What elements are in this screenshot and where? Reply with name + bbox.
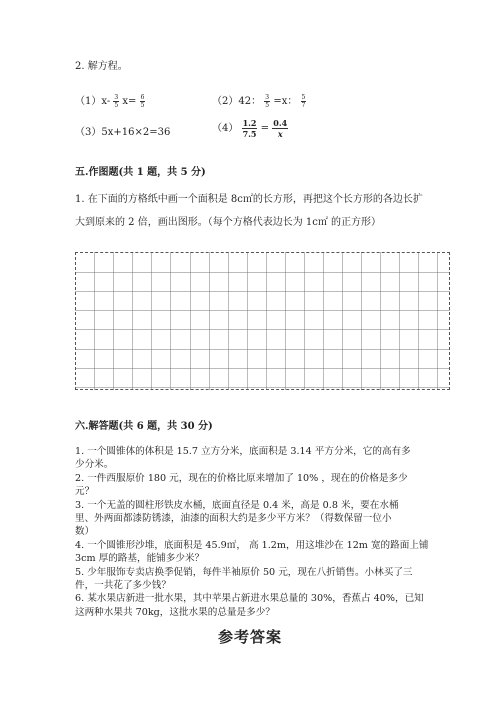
equation-text: x- [101, 96, 111, 107]
question-line: 这两种水果共 70kg，这批水果的总量是多少？ [75, 606, 275, 618]
section-heading-solve: 2. 解方程。 [75, 61, 128, 72]
question-line: 6. 某水果店新进一批水果，其中苹果占新进水果总量的 30%，香蕉占 40%，已知 [75, 593, 424, 605]
equation-text: =x： [273, 96, 298, 107]
question-line: 元？ [75, 486, 95, 498]
fraction: $\frac{3}{5}$ [265, 94, 270, 109]
equation-label: （4） [212, 123, 239, 134]
fraction: $\frac{6}{5}$ [140, 94, 145, 109]
equation-label: （1） [75, 96, 102, 107]
fraction: $\frac{1.2}{7.5}$ [242, 118, 257, 139]
question-line: 2. 一件西服原价 180 元，现在的价格比原来增加了 10% ，现在的价格是多少 [75, 472, 408, 484]
fraction: $\frac{5}{7}$ [301, 94, 306, 109]
answer-key-title: 参考答案 [217, 628, 282, 646]
equation-2 [212, 92, 306, 109]
question-text: 1. 在下面的方格纸中画一个面积是 8c㎡的长方形，再把这个长方形的各边长扩 [75, 194, 423, 205]
question-line: 1. 一个圆锥体的体积是 15.7 立方分米，底面积是 3.14 平方分米，它的高有多 [75, 446, 411, 457]
equation-text: = [260, 123, 270, 134]
grid-paper [75, 252, 450, 390]
equation-text: x= [122, 96, 137, 107]
question-line: 件，一共花了多少钱？ [75, 579, 171, 591]
section-title-drawing: 五.作图题(共 1 题，共 5 分) [75, 167, 206, 178]
section-title-answers: 六.解答题(共 6 题，共 30 分) [75, 421, 213, 432]
fraction: $\frac{3}{5}$ [114, 94, 119, 109]
question-line: 5. 少年服饰专卖店换季促销，每件半袖原价 50 元，现在八折销售。小林买了三 [75, 566, 413, 578]
equation-label: （3） [75, 127, 102, 138]
fraction: $\frac{0.4}{x}$ [273, 118, 288, 139]
question-line: 3. 一个无盖的圆柱形铁皮水桶，底面直径是 0.4 米，高是 0.8 米，要在水桶 [75, 499, 399, 511]
equation-label: （2） [212, 96, 239, 107]
equation-3 [75, 123, 170, 138]
question-line: 数） [75, 526, 95, 538]
equation-text: 5x+16×2=36 [101, 127, 171, 138]
equation-1 [75, 92, 145, 109]
question-line: 少分米。 [75, 459, 114, 471]
equation-4 [212, 118, 288, 139]
equation-text: 42： [238, 96, 262, 107]
question-line: 4. 一个圆锥形沙堆，底面积是 45.9㎡， 高 1.2m，用这堆沙在 12m 宽的路面上铺 [75, 539, 429, 551]
question-list [75, 446, 455, 620]
question-text: 大到原来的 2 倍，画出图形。（每个方格代表边长为 1c㎡ 的正方形） [75, 217, 382, 228]
question-line: 3cm 厚的路基，能铺多少米？ [75, 553, 205, 565]
question-line: 里、外两面都漆防锈漆，油漆的面积大约是多少平方米？（得数保留一位小 [75, 512, 392, 524]
